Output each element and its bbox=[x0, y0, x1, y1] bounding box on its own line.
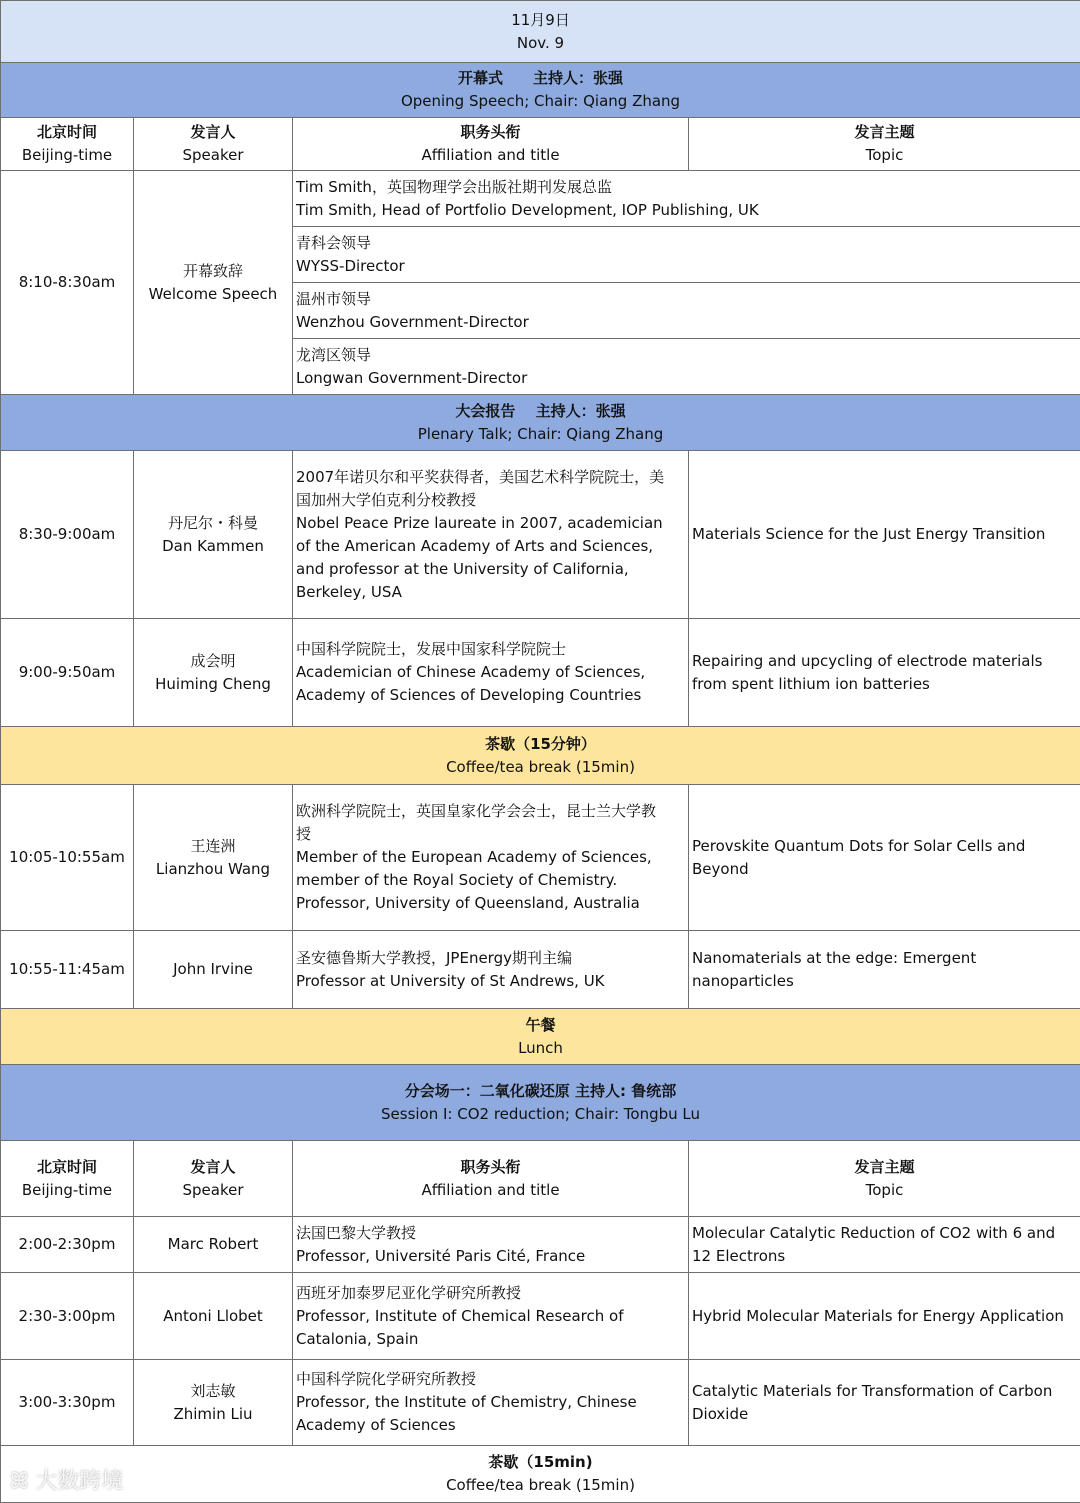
talk-row bbox=[1, 1217, 1080, 1273]
talk-affiliation: 法国巴黎大学教授 Professor, Université Paris Cité, France bbox=[293, 1217, 689, 1273]
welcome-time: 8:10-8:30am bbox=[1, 171, 134, 395]
talk-time: 9:00-9:50am bbox=[1, 619, 134, 727]
talk-affiliation: 中国科学院院士，发展中国家科学院院士 Academician of Chinese Academy of Sciences, Academy of Sciences of Developing Countries bbox=[293, 619, 689, 727]
welcome-item: Tim Smith，英国物理学会出版社期刊发展总监 Tim Smith, Head of Portfolio Development, IOP Publishing, UK bbox=[293, 171, 1080, 227]
talk-affiliation: 中国科学院化学研究所教授 Professor, the Institute of Chemistry, Chinese Academy of Sciences bbox=[293, 1360, 689, 1446]
talk-row bbox=[1, 1273, 1080, 1360]
plenary-section-header: 大会报告 主持人：张强 Plenary Talk; Chair: Qiang Zhang bbox=[1, 395, 1080, 451]
talk-row bbox=[1, 931, 1080, 1009]
talk-row bbox=[1, 619, 1080, 727]
talk-topic: Hybrid Molecular Materials for Energy Application bbox=[689, 1273, 1080, 1360]
talk-topic: Perovskite Quantum Dots for Solar Cells and Beyond bbox=[689, 785, 1080, 931]
watermark-logo: ꕤ 大数跨境 bbox=[10, 1464, 123, 1495]
talk-speaker: 丹尼尔・科曼 Dan Kammen bbox=[134, 451, 293, 619]
talk-speaker: 成会明 Huiming Cheng bbox=[134, 619, 293, 727]
lunch-row: 午餐 Lunch bbox=[1, 1009, 1080, 1065]
session1-section-header: 分会场一：二氧化碳还原 主持人: 鲁统部 Session Ⅰ: CO2 reduction; Chair: Tongbu Lu bbox=[1, 1065, 1080, 1141]
talk-topic: Catalytic Materials for Transformation of Carbon Dioxide bbox=[689, 1360, 1080, 1446]
talk-time: 8:30-9:00am bbox=[1, 451, 134, 619]
talk-time: 10:55-11:45am bbox=[1, 931, 134, 1009]
talk-affiliation: 欧洲科学院院士，英国皇家化学会会士，昆士兰大学教 授 Member of the European Academy of Sciences, member of the Royal Society of Chemistry. Professor, University of Queensland, Australia bbox=[293, 785, 689, 931]
talk-time: 2:30-3:00pm bbox=[1, 1273, 134, 1360]
talk-topic: Materials Science for the Just Energy Transition bbox=[689, 451, 1080, 619]
opening-section-header: 开幕式 主持人：张强 Opening Speech; Chair: Qiang Zhang bbox=[1, 63, 1080, 118]
talk-speaker: Antoni Llobet bbox=[134, 1273, 293, 1360]
talk-speaker: John Irvine bbox=[134, 931, 293, 1009]
date-header: 11月9日 Nov. 9 bbox=[1, 1, 1080, 63]
talk-topic: Molecular Catalytic Reduction of CO2 with 6 and 12 Electrons bbox=[689, 1217, 1080, 1273]
talk-time: 2:00-2:30pm bbox=[1, 1217, 134, 1273]
talk-row bbox=[1, 1360, 1080, 1446]
coffee-break-1: 茶歇（15分钟） Coffee/tea break (15min) bbox=[1, 727, 1080, 785]
welcome-speaker: 开幕致辞 Welcome Speech bbox=[134, 171, 293, 395]
welcome-item: 青科会领导 WYSS-Director bbox=[293, 227, 1080, 283]
welcome-item: 龙湾区领导 Longwan Government-Director bbox=[293, 339, 1080, 395]
talk-affiliation: 2007年诺贝尔和平奖获得者，美国艺术科学院院士，美 国加州大学伯克利分校教授 Nobel Peace Prize laureate in 2007, academician of the American Academy of Arts and Sciences, and professor at the University of California, Berkeley, USA bbox=[293, 451, 689, 619]
talk-topic: Repairing and upcycling of electrode materials from spent lithium ion batteries bbox=[689, 619, 1080, 727]
talk-time: 10:05-10:55am bbox=[1, 785, 134, 931]
talk-speaker: 王连洲 Lianzhou Wang bbox=[134, 785, 293, 931]
column-header-row: 北京时间 Beijing-time 发言人 Speaker 职务头衔 Affiliation and title 发言主题 Topic bbox=[1, 1141, 1080, 1217]
talk-time: 3:00-3:30pm bbox=[1, 1360, 134, 1446]
welcome-item: 温州市领导 Wenzhou Government-Director bbox=[293, 283, 1080, 339]
welcome-row bbox=[1, 171, 1080, 227]
talk-speaker: 刘志敏 Zhimin Liu bbox=[134, 1360, 293, 1446]
talk-row bbox=[1, 451, 1080, 619]
column-header-row: 北京时间 Beijing-time 发言人 Speaker 职务头衔 Affiliation and title 发言主题 Topic bbox=[1, 118, 1080, 171]
talk-row bbox=[1, 785, 1080, 931]
talk-affiliation: 西班牙加泰罗尼亚化学研究所教授 Professor, Institute of Chemical Research of Catalonia, Spain bbox=[293, 1273, 689, 1360]
talk-speaker: Marc Robert bbox=[134, 1217, 293, 1273]
talk-topic: Nanomaterials at the edge: Emergent nanoparticles bbox=[689, 931, 1080, 1009]
talk-affiliation: 圣安德鲁斯大学教授，JPEnergy期刊主编 Professor at University of St Andrews, UK bbox=[293, 931, 689, 1009]
coffee-break-2: 茶歇（15min) Coffee/tea break (15min) bbox=[1, 1446, 1080, 1503]
